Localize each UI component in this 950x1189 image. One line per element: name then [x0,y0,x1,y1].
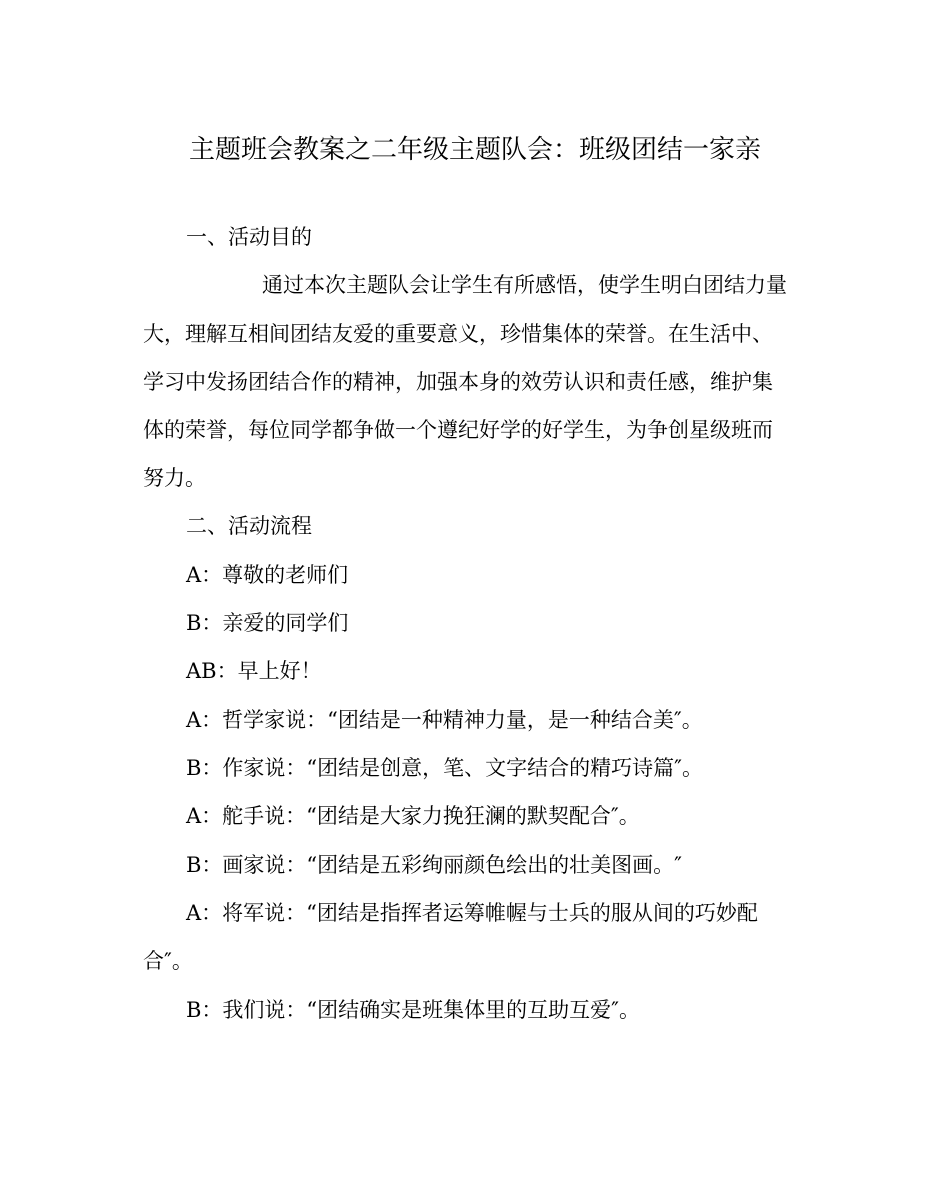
dialogue-line: B：我们说：“团结确实是班集体里的互助互爱″。 [186,998,641,1022]
document-title: 主题班会教案之二年级主题队会：班级团结一家亲 [188,135,761,165]
purpose-paragraph-line: 通过本次主题队会让学生有所感悟，使学生明白团结力量 [262,273,787,297]
purpose-paragraph-line: 体的荣誉，每位同学都争做一个遵纪好学的好学生，为争创星级班而 [143,418,773,442]
dialogue-line: A：尊敬的老师们 [186,563,349,587]
dialogue-line: B：画家说：“团结是五彩绚丽颜色绘出的壮美图画。″ [186,853,683,877]
purpose-paragraph-line: 学习中发扬团结合作的精神，加强本身的效劳认识和责任感，维护集 [143,370,773,394]
dialogue-line: B：亲爱的同学们 [186,611,349,635]
dialogue-line: AB：早上好！ [186,659,322,683]
dialogue-line: B：作家说：“团结是创意，笔、文字结合的精巧诗篇″。 [186,756,704,780]
purpose-paragraph-line: 努力。 [143,466,206,490]
section-heading-process: 二、活动流程 [186,514,312,538]
dialogue-line: A：舵手说：“团结是大家力挽狂澜的默契配合″。 [186,804,640,828]
dialogue-line: 合″。 [143,949,193,973]
dialogue-line: A：将军说：“团结是指挥者运筹帷幄与士兵的服从间的巧妙配 [186,901,758,925]
dialogue-line: A：哲学家说：“团结是一种精神力量，是一种结合美″。 [186,708,703,732]
section-heading-purpose: 一、活动目的 [186,225,312,249]
purpose-paragraph-line: 大，理解互相间团结友爱的重要意义，珍惜集体的荣誉。在生活中、 [143,322,773,346]
